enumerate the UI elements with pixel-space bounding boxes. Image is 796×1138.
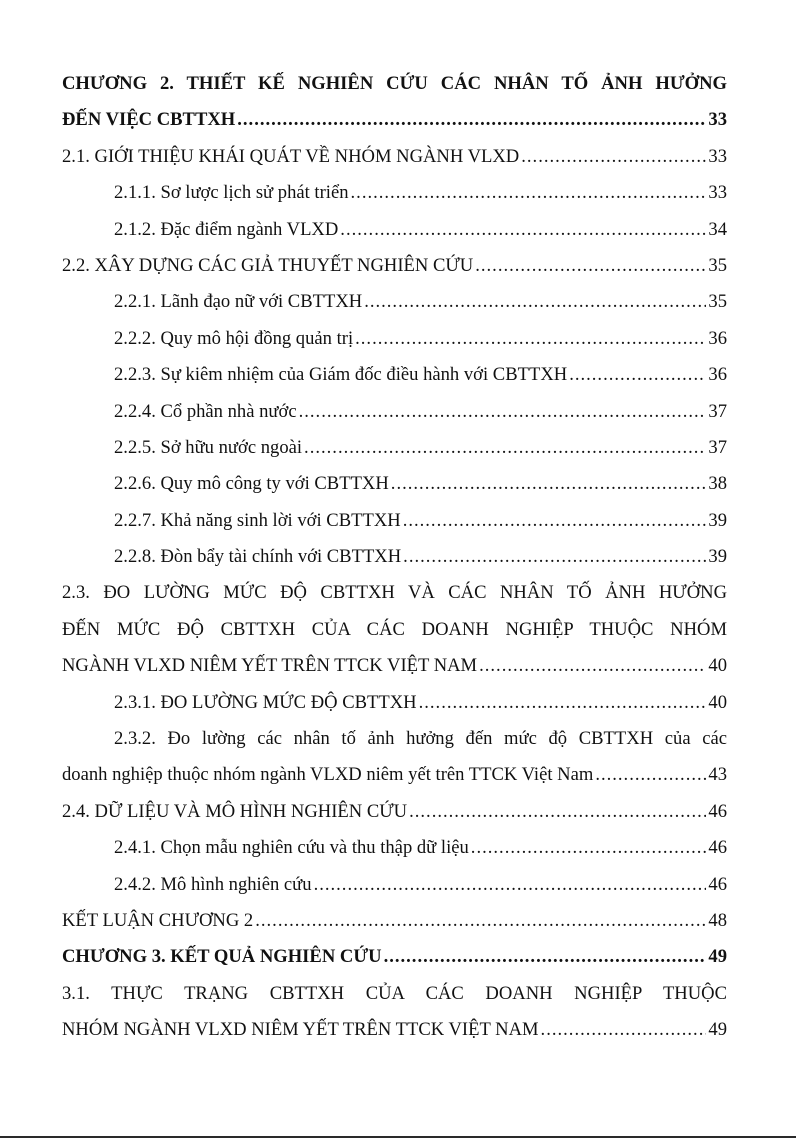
- toc-page-number: 40: [708, 655, 727, 677]
- dot-leader: [391, 466, 707, 502]
- dot-leader: [541, 1012, 707, 1048]
- toc-entry-text: 2.3. ĐO LƯỜNG MỨC ĐỘ CBTTXH VÀ CÁC NHÂN TỐ ẢNH HƯỞNG: [62, 582, 727, 604]
- toc-entry-conclusion-chapter2[interactable]: [62, 903, 727, 939]
- toc-entry-2-2[interactable]: [62, 248, 727, 284]
- toc-entry-chapter2-line2[interactable]: [62, 102, 727, 138]
- toc-entry-2-1-2[interactable]: [62, 212, 727, 248]
- toc-page-number: 37: [708, 400, 727, 422]
- toc-entry-2-2-7[interactable]: [62, 503, 727, 539]
- toc-page-number: 46: [708, 800, 727, 822]
- toc-entry-text: KẾT LUẬN CHƯƠNG 2: [62, 909, 254, 931]
- dot-leader: [471, 830, 707, 866]
- dot-leader: [419, 685, 707, 721]
- toc-page-number: 49: [708, 946, 727, 968]
- toc-entry-text: NHÓM NGÀNH VLXD NIÊM YẾT TRÊN TTCK VIỆT NAM: [62, 1019, 539, 1041]
- dot-leader: [475, 248, 706, 284]
- toc-entry-2-2-8[interactable]: [62, 539, 727, 575]
- toc-entry-text: 2.2.4. Cổ phần nhà nước: [114, 400, 297, 422]
- toc-entry-2-3-line3[interactable]: [62, 648, 727, 684]
- toc-entry-text: 2.2.2. Quy mô hội đồng quản trị: [114, 327, 354, 349]
- toc-page-number: 33: [708, 145, 727, 167]
- toc-entry-2-3-line2: [62, 612, 727, 648]
- toc-page-number: 39: [708, 509, 727, 531]
- dot-leader: [521, 139, 706, 175]
- dot-leader: [409, 794, 706, 830]
- toc-entry-text: ĐẾN VIỆC CBTTXH: [62, 109, 236, 131]
- toc-page-number: 33: [708, 109, 727, 131]
- toc-entry-3-1-line1: [62, 976, 727, 1012]
- toc-entry-2-3-2-line1: [62, 721, 727, 757]
- dot-leader: [595, 757, 706, 793]
- toc-entry-text: 2.1. GIỚI THIỆU KHÁI QUÁT VỀ NHÓM NGÀNH VLXD: [62, 145, 520, 167]
- toc-entry-text: NGÀNH VLXD NIÊM YẾT TRÊN TTCK VIỆT NAM: [62, 655, 478, 677]
- toc-entry-text: CHƯƠNG 2. THIẾT KẾ NGHIÊN CỨU CÁC NHÂN TỐ ẢNH HƯỞNG: [62, 73, 727, 94]
- toc-entry-text: 2.2.1. Lãnh đạo nữ với CBTTXH: [114, 291, 363, 313]
- toc-page-number: 37: [708, 436, 727, 458]
- toc-entry-2-1[interactable]: [62, 139, 727, 175]
- toc-entry-text: doanh nghiệp thuộc nhóm ngành VLXD niêm yết trên TTCK Việt Nam: [62, 764, 594, 786]
- toc-page-number: 36: [708, 327, 727, 349]
- toc-entry-chapter3[interactable]: [62, 939, 727, 975]
- toc-page-number: 35: [708, 291, 727, 313]
- toc-entry-2-1-1[interactable]: [62, 175, 727, 211]
- toc-entry-2-3-2-line2[interactable]: [62, 757, 727, 793]
- dot-leader: [364, 284, 706, 320]
- dot-leader: [351, 175, 707, 211]
- toc-entry-text: 2.3.2. Đo lường các nhân tố ảnh hưởng đến mức độ CBTTXH của các: [114, 728, 727, 750]
- toc-entry-text: 2.2.7. Khả năng sinh lời với CBTTXH: [114, 509, 401, 531]
- dot-leader: [304, 430, 706, 466]
- toc-page-number: 33: [708, 182, 727, 204]
- toc-page-number: 46: [708, 837, 727, 859]
- toc-entry-text: 2.2. XÂY DỰNG CÁC GIẢ THUYẾT NGHIÊN CỨU: [62, 254, 474, 276]
- table-of-contents: [62, 66, 727, 1049]
- dot-leader: [403, 503, 707, 539]
- toc-entry-text: 2.4.2. Mô hình nghiên cứu: [114, 873, 312, 895]
- toc-page-number: 35: [708, 254, 727, 276]
- toc-entry-text: 2.2.8. Đòn bẩy tài chính với CBTTXH: [114, 546, 402, 568]
- toc-entry-2-2-1[interactable]: [62, 284, 727, 320]
- toc-entry-text: 2.4. DỮ LIỆU VÀ MÔ HÌNH NGHIÊN CỨU: [62, 800, 408, 822]
- toc-entry-2-2-2[interactable]: [62, 321, 727, 357]
- toc-entry-text: 2.1.2. Đặc điểm ngành VLXD: [114, 218, 339, 240]
- toc-page-number: 48: [708, 909, 727, 931]
- toc-entry-text: 2.2.3. Sự kiêm nhiệm của Giám đốc điều hành với CBTTXH: [114, 364, 568, 386]
- toc-entry-2-2-5[interactable]: [62, 430, 727, 466]
- dot-leader: [569, 357, 706, 393]
- toc-entry-2-2-4[interactable]: [62, 394, 727, 430]
- toc-entry-2-3-line1: [62, 575, 727, 611]
- toc-page-number: 43: [708, 764, 727, 786]
- toc-page-number: 34: [708, 218, 727, 240]
- toc-page-number: 39: [708, 546, 727, 568]
- toc-entry-2-3-1[interactable]: [62, 685, 727, 721]
- toc-entry-2-4-1[interactable]: [62, 830, 727, 866]
- dot-leader: [403, 539, 706, 575]
- toc-entry-text: ĐẾN MỨC ĐỘ CBTTXH CỦA CÁC DOANH NGHIỆP THUỘC NHÓM: [62, 618, 727, 640]
- toc-entry-3-1-line2[interactable]: [62, 1012, 727, 1048]
- toc-page-number: 49: [708, 1019, 727, 1041]
- toc-entry-2-2-3[interactable]: [62, 357, 727, 393]
- toc-page-number: 38: [708, 473, 727, 495]
- dot-leader: [479, 648, 706, 684]
- toc-entry-text: 2.2.6. Quy mô công ty với CBTTXH: [114, 473, 389, 495]
- dot-leader: [314, 867, 707, 903]
- toc-entry-2-4-2[interactable]: [62, 867, 727, 903]
- toc-page-number: 36: [708, 364, 727, 386]
- toc-entry-chapter2-line1: [62, 66, 727, 102]
- toc-page-number: 46: [708, 873, 727, 895]
- toc-entry-2-2-6[interactable]: [62, 466, 727, 502]
- toc-entry-text: 2.1.1. Sơ lược lịch sử phát triển: [114, 182, 349, 204]
- dot-leader: [237, 102, 706, 138]
- dot-leader: [384, 939, 707, 975]
- dot-leader: [255, 903, 706, 939]
- dot-leader: [355, 321, 706, 357]
- dot-leader: [340, 212, 706, 248]
- toc-entry-text: 2.3.1. ĐO LƯỜNG MỨC ĐỘ CBTTXH: [114, 691, 417, 713]
- dot-leader: [299, 394, 707, 430]
- toc-entry-text: CHƯƠNG 3. KẾT QUẢ NGHIÊN CỨU: [62, 946, 382, 968]
- toc-entry-text: 3.1. THỰC TRẠNG CBTTXH CỦA CÁC DOANH NGHIỆP THUỘC: [62, 982, 727, 1004]
- toc-entry-2-4[interactable]: [62, 794, 727, 830]
- toc-entry-text: 2.2.5. Sở hữu nước ngoài: [114, 436, 303, 458]
- toc-entry-text: 2.4.1. Chọn mẫu nghiên cứu và thu thập dữ liệu: [114, 837, 469, 859]
- toc-page-number: 40: [708, 691, 727, 713]
